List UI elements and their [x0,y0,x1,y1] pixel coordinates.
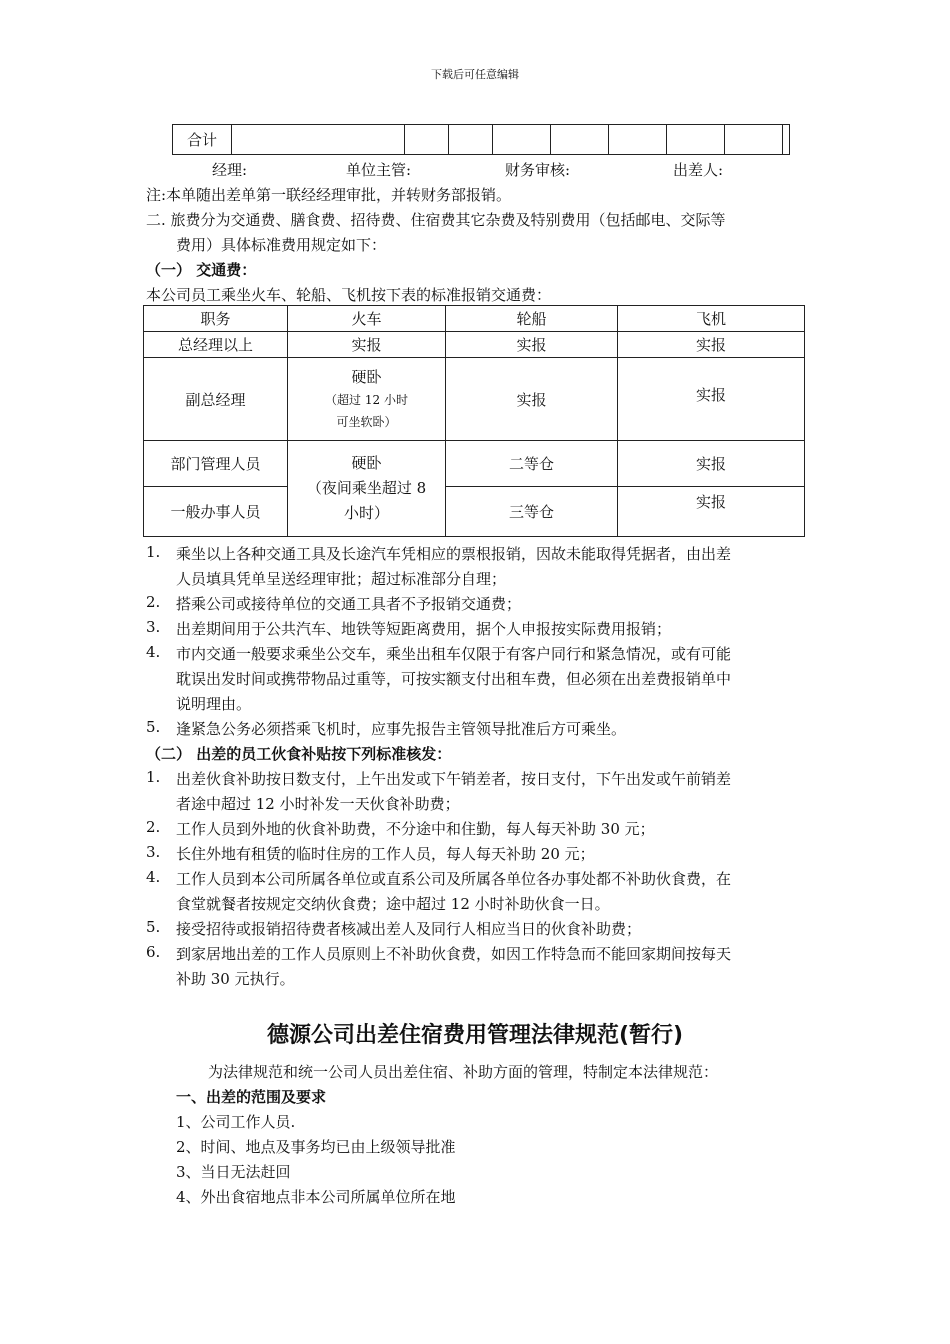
transport-rule-5-line1: 逢紧急公务必须搭乘飞机时，应事先报告主管领导批准后方可乘坐。 [176,720,627,738]
meal-rule-3-line1: 长住外地有租赁的临时住房的工作人员，每人每天补助 20 元； [176,845,595,863]
signature-finance: 财务审核: [505,161,571,179]
signature-manager: 经理: [212,161,248,179]
meal-rule-6-line2: 补助 30 元执行。 [176,970,295,988]
header-note: 下载后可任意编辑 [431,68,519,81]
total-cell [551,125,609,155]
meal-rule-4-line2: 食堂就餐者按规定交纳伙食费；途中超过 12 小时补助伙食一日。 [176,895,610,913]
total-cell [405,125,449,155]
fare-table [143,305,805,537]
row2-train-note2: 可坐软卧） [336,415,397,429]
total-cell [493,125,551,155]
regulation-title: 德源公司出差住宿费用管理法律规范(暂行) [266,1023,684,1048]
regulation-intro: 为法律规范和统一公司人员出差住宿、补助方面的管理，特制定本法律规范： [208,1063,719,1081]
total-cell [609,125,667,155]
transport-rule-4-line1: 市内交通一般要求乘坐公交车，乘坐出租车仅限于有客户同行和紧急情况，或有可能 [176,645,732,663]
meal-rule-4-line1: 工作人员到本公司所属各单位或直系公司及所属各单位各办事处都不补助伙食费，在 [176,870,732,888]
row1-role: 总经理以上 [144,332,288,358]
row1-train: 实报 [288,332,446,358]
transport-rule-2-num: 2. [146,593,161,611]
meal-rule-5-line1: 接受招待或报销招待费者核减出差人及同行人相应当日的伙食补助费； [176,920,642,938]
row2-train-note1: （超过 12 小时 [325,393,408,407]
regulation-section1: 一、出差的范围及要求 [176,1088,327,1106]
total-label: 合计 [173,125,232,155]
transport-rule-3-line1: 出差期间用于公共汽车、地铁等短距离费用，据个人申报按实际费用报销； [176,620,672,638]
row3-train-note2: 小时） [343,504,389,522]
transport-rule-4-line2: 耽误出发时间或携带物品过重等，可按实额支付出租车费，但必须在出差费报销单中 [176,670,732,688]
meal-rule-1-line1: 出差伙食补助按日数支付，上午出发或下午销差者，按日支付，下午出发或午前销差 [176,770,732,788]
regulation-item-1: 1、公司工作人员. [176,1113,296,1131]
row2-train [288,358,446,441]
row2-role: 副总经理 [144,358,288,441]
row3-role: 部门管理人员 [144,441,288,487]
row2-plane: 实报 [618,358,805,441]
transport-rule-5-num: 5. [146,718,161,736]
meal-rule-1-num: 1. [146,768,161,786]
total-cell [667,125,725,155]
meal-rule-1-line2: 者途中超过 12 小时补发一天伙食补助费； [176,795,460,813]
transport-heading: （一） 交通费： [146,261,257,279]
header-train: 火车 [288,306,446,332]
section2-line1: 二. 旅费分为交通费、膳食费、招待费、住宿费其它杂费及特别费用（包括邮电、交际等 [146,211,726,229]
total-table [172,124,790,155]
transport-rule-4-num: 4. [146,643,161,661]
meal-rule-6-num: 6. [146,943,161,961]
transport-intro: 本公司员工乘坐火车、轮船、飞机按下表的标准报销交通费： [146,286,552,304]
row3-ship: 二等仓 [446,441,618,487]
signature-unit-head: 单位主管: [346,161,412,179]
signature-traveler: 出差人: [673,161,724,179]
section2-line2: 费用）具体标准费用规定如下： [176,236,387,254]
transport-rule-1-num: 1. [146,543,161,561]
row3-train-note1: （夜间乘坐超过 8 [306,479,427,497]
transport-rule-4-line3: 说明理由。 [176,695,252,713]
regulation-item-4: 4、外出食宿地点非本公司所属单位所在地 [176,1188,456,1206]
row4-ship: 三等仓 [446,487,618,537]
total-cell [725,125,783,155]
header-plane: 飞机 [618,306,805,332]
transport-rule-3-num: 3. [146,618,161,636]
row1-ship: 实报 [446,332,618,358]
transport-rule-1-line1: 乘坐以上各种交通工具及长途汽车凭相应的票根报销，因故未能取得凭据者，由出差 [176,545,732,563]
meal-rule-2-line1: 工作人员到外地的伙食补助费，不分途中和住勤，每人每天补助 30 元； [176,820,655,838]
regulation-item-2: 2、时间、地点及事务均已由上级领导批准 [176,1138,456,1156]
row2-ship: 实报 [446,358,618,441]
transport-rule-2-line1: 搭乘公司或接待单位的交通工具者不予报销交通费； [176,595,522,613]
total-cell [783,125,790,155]
row1-plane: 实报 [618,332,805,358]
header-ship: 轮船 [446,306,618,332]
row3-plane: 实报 [618,441,805,487]
meal-rule-2-num: 2. [146,818,161,836]
meal-rule-3-num: 3. [146,843,161,861]
total-cell [449,125,493,155]
meals-heading: （二） 出差的员工伙食补贴按下列标准核发： [146,745,452,763]
meal-rule-4-num: 4. [146,868,161,886]
row3-train-main: 硬卧 [351,454,382,472]
note-line: 注:本单随出差单第一联经经理审批，并转财务部报销。 [146,186,512,204]
header-role: 职务 [144,306,288,332]
row4-plane: 实报 [618,487,805,537]
transport-rule-1-line2: 人员填具凭单呈送经理审批；超过标准部分自理； [176,570,507,588]
row4-role: 一般办事人员 [144,487,288,537]
row3-train [288,441,446,537]
total-cell [232,125,405,155]
regulation-item-3: 3、当日无法赶回 [176,1163,291,1181]
meal-rule-6-line1: 到家居地出差的工作人员原则上不补助伙食费，如因工作特急而不能回家期间按每天 [176,945,732,963]
row2-train-main: 硬卧 [351,368,382,386]
meal-rule-5-num: 5. [146,918,161,936]
